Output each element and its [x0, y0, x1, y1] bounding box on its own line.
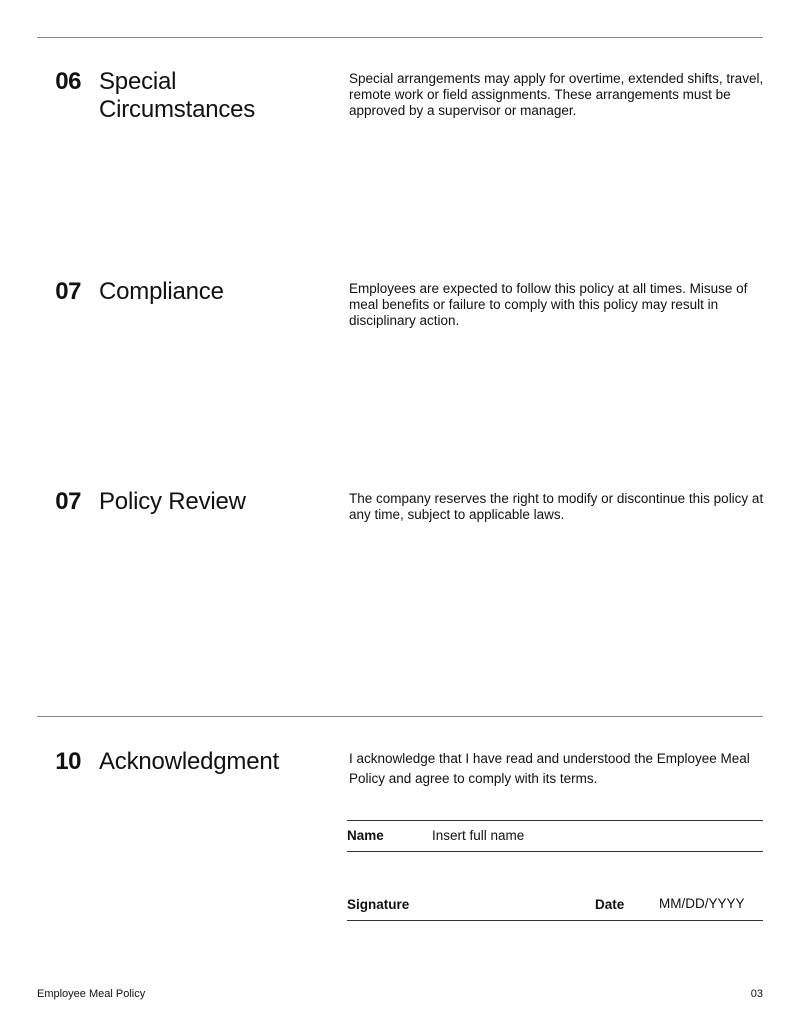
- footer-page-number: 03: [750, 988, 763, 1000]
- section-body: Special arrangements may apply for overtime, extended shifts, travel, remote work or field assignments. These arrangements must be approved by a supervisor or manager.: [349, 71, 764, 118]
- date-label: Date: [595, 897, 625, 912]
- section-number: 07: [55, 488, 81, 515]
- name-label: Name: [347, 828, 384, 843]
- signature-field[interactable]: [420, 893, 580, 915]
- name-field-bottom-line: [347, 851, 763, 852]
- top-divider: [37, 37, 763, 38]
- section-number: 07: [55, 278, 81, 305]
- name-field-top-line: [347, 820, 763, 821]
- section-title: Acknowledgment: [99, 748, 279, 775]
- name-field[interactable]: Insert full name: [432, 828, 525, 843]
- acknowledgment-statement: I acknowledge that I have read and understood the Employee Meal Policy and agree to comply with its terms.: [349, 751, 750, 786]
- section-number: 06: [55, 68, 81, 95]
- section-title: Policy Review: [99, 488, 246, 515]
- section-body: The company reserves the right to modify or discontinue this policy at any time, subject to applicable laws.: [349, 491, 764, 522]
- acknowledgment-divider: [37, 716, 763, 717]
- signature-label: Signature: [347, 897, 410, 912]
- section-number: 10: [55, 748, 81, 775]
- date-field[interactable]: MM/DD/YYYY: [659, 896, 745, 911]
- signature-date-line: [347, 920, 763, 921]
- section-title: Compliance: [99, 278, 224, 305]
- footer-document-title: Employee Meal Policy: [37, 988, 146, 1000]
- section-title: Special Circumstances: [99, 68, 256, 123]
- section-body: Employees are expected to follow this policy at all times. Misuse of meal benefits or failure to comply with this policy may result in disciplinary action.: [349, 281, 748, 328]
